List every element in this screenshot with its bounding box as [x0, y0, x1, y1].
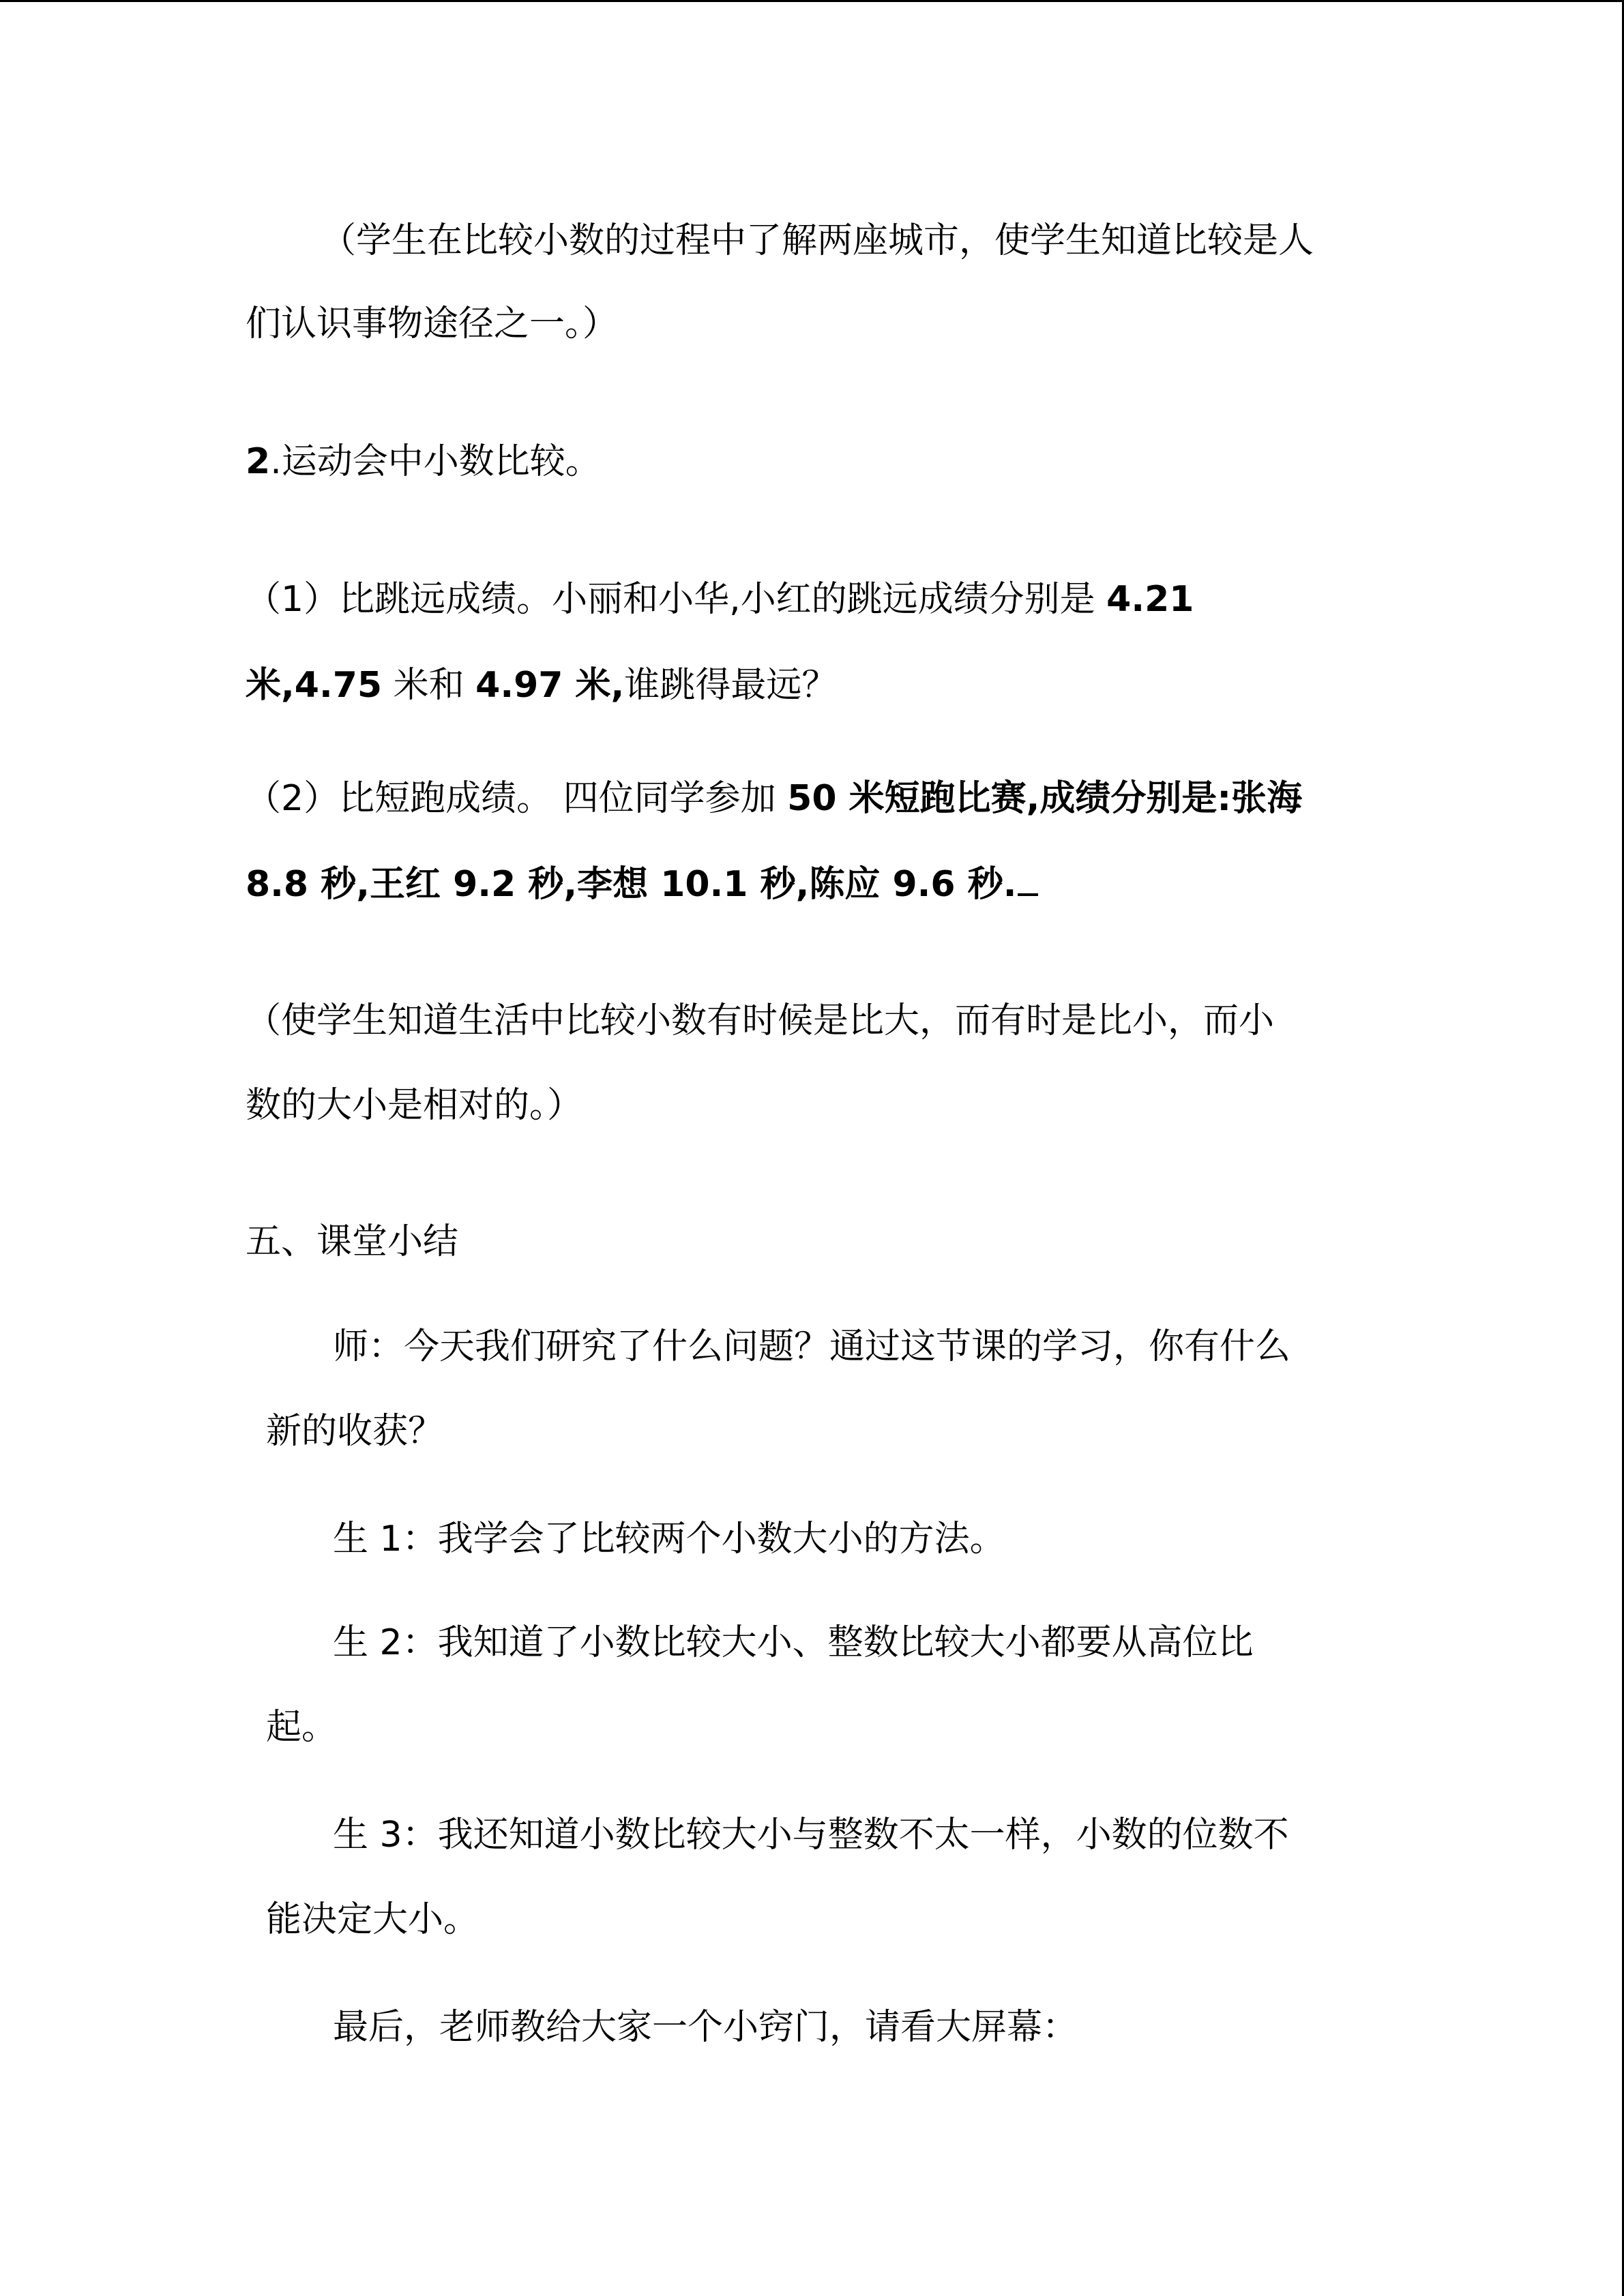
para1-line2: 们认识事物途径之一。）: [246, 303, 619, 344]
section2-title: .运动会中小数比较。: [270, 441, 601, 482]
item1-unit-2: 米和: [382, 665, 476, 706]
item1-prefix: （1）比跳远成绩。小丽和小华,小红的跳远成绩分别是: [246, 579, 1107, 620]
item2-text-3: 秒,陈应: [748, 864, 893, 905]
item1-line1: [246, 576, 1194, 623]
item2-line1: [246, 775, 1302, 822]
student2-line1: 生 2：我知道了小数比较大小、整数比较大小都要从高位比: [333, 1622, 1254, 1663]
teacher-line1: 师：今天我们研究了什么问题？通过这节课的学习，你有什么: [333, 1326, 1291, 1367]
para2-line2: 数的大小是相对的。）: [246, 1085, 583, 1126]
item2-distance: 50: [787, 778, 837, 819]
text-cursor: [1018, 893, 1038, 896]
item1-question: 谁跳得最远？: [624, 665, 838, 706]
item2-time-3: 10.1: [660, 864, 748, 905]
item1-value-3: 4.97: [475, 665, 563, 706]
item1-value-2: 4.75: [294, 665, 383, 706]
page-border-top: [0, 0, 1624, 2]
student2-line2: 起。: [266, 1707, 338, 1748]
item2-time-2: 9.2: [453, 864, 516, 905]
item2-time-4: 9.6: [892, 864, 956, 905]
item2-prefix: （2）比短跑成绩。 四位同学参加: [246, 778, 788, 819]
section2-number: 2: [246, 441, 271, 482]
para2-line1: （使学生知道生活中比较小数有时候是比大，而有时是比小，而小: [246, 1000, 1275, 1041]
item1-unit-3: 米,: [563, 665, 625, 706]
item1-line2: [246, 661, 837, 709]
item2-time-1: 8.8: [246, 864, 309, 905]
student1-line: 生 1：我学会了比较两个小数大小的方法。: [333, 1519, 1005, 1560]
item1-value-1: 4.21: [1106, 579, 1194, 620]
item2-text-1: 秒,王红: [308, 864, 454, 905]
item1-unit-1: 米,: [246, 665, 295, 706]
student3-line1: 生 3：我还知道小数比较大小与整数不太一样，小数的位数不: [333, 1815, 1289, 1855]
section2-heading: [246, 438, 601, 486]
item2-text-2: 秒,李想: [516, 864, 661, 905]
section5-heading: 五、课堂小结: [246, 1221, 459, 1262]
item2-mid: 米短跑比赛,成绩分别是:张海: [836, 778, 1303, 819]
teacher-line2: 新的收获？: [266, 1411, 444, 1452]
student3-line2: 能决定大小。: [266, 1899, 479, 1940]
para1-line1: （学生在比较小数的过程中了解两座城市，使学生知道比较是人: [321, 220, 1314, 261]
item2-text-4: 秒.: [955, 864, 1017, 905]
final-line: 最后，老师教给大家一个小窍门，请看大屏幕：: [333, 2007, 1078, 2048]
item2-line2: [246, 861, 1038, 908]
